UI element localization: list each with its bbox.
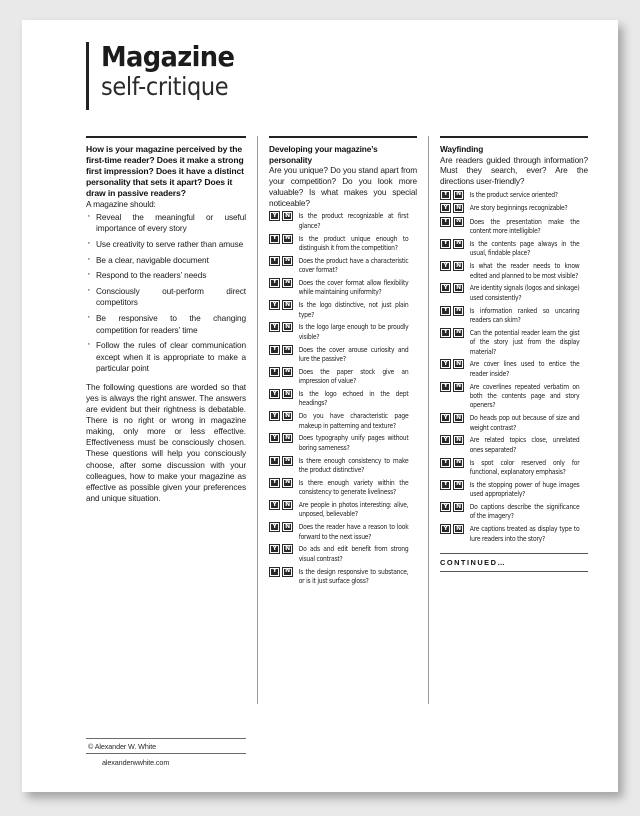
yes-label: Y: [272, 322, 277, 330]
yes-label: Y: [272, 367, 277, 375]
question-text: Is the product service oriented?: [469, 189, 558, 199]
yes-checkbox[interactable]: [440, 359, 451, 369]
question-row[interactable]: [269, 367, 417, 386]
yes-checkbox[interactable]: [269, 456, 280, 466]
question-row[interactable]: [440, 359, 588, 378]
no-checkbox[interactable]: [453, 306, 464, 316]
yes-label: Y: [443, 217, 448, 225]
no-checkbox[interactable]: [282, 367, 293, 377]
question-row[interactable]: [440, 217, 588, 236]
no-label: N: [285, 322, 290, 330]
no-label: N: [285, 478, 290, 486]
no-checkbox[interactable]: [282, 389, 293, 399]
no-label: N: [285, 211, 290, 219]
yes-checkbox[interactable]: [440, 261, 451, 271]
yes-label: Y: [272, 567, 277, 575]
question-row[interactable]: [269, 433, 417, 452]
column-body: [269, 144, 417, 704]
yes-label: Y: [272, 411, 277, 419]
list-item: · Consciously out-perform direct competitors: [86, 286, 246, 309]
question-row[interactable]: [269, 567, 417, 586]
no-label: N: [285, 500, 290, 508]
yes-label: Y: [272, 500, 277, 508]
no-label: N: [285, 433, 290, 441]
no-checkbox[interactable]: [282, 256, 293, 266]
no-checkbox[interactable]: [282, 522, 293, 532]
yes-label: Y: [272, 522, 277, 530]
yes-label: Y: [443, 203, 448, 211]
yes-checkbox[interactable]: [269, 234, 280, 244]
question-text: Is the stopping power of huge images used appropriately?: [469, 479, 580, 499]
list-item: · Respond to the readers’ needs: [86, 270, 246, 282]
yes-label: Y: [272, 278, 277, 286]
question-text: Do captions describe the significance of the imagery?: [469, 502, 580, 521]
no-label: N: [285, 300, 290, 308]
question-row[interactable]: [269, 345, 417, 364]
yes-checkbox[interactable]: [269, 433, 280, 443]
yes-label: Y: [272, 433, 277, 441]
no-checkbox[interactable]: [282, 278, 293, 288]
yes-checkbox[interactable]: [269, 211, 280, 221]
question-text: Do you have characteristic page makeup in patterning and texture?: [298, 411, 409, 430]
question-text: Is the design responsive to substance, or is it just surface gloss?: [298, 566, 409, 586]
question-row[interactable]: [269, 211, 417, 230]
yes-label: Y: [443, 413, 448, 421]
section-heading: How is your magazine perceived by the first-time reader? Does it make a strong first impression? Does it have a distinct personality that sets it apart? Does it draw in passive readers?: [86, 144, 244, 198]
no-label: N: [285, 567, 290, 575]
question-text: Is the product recognizable at first glance?: [298, 211, 409, 230]
yes-label: Y: [443, 306, 448, 314]
no-label: N: [285, 522, 290, 530]
column-top-rule: [440, 136, 588, 138]
yes-checkbox[interactable]: [440, 239, 451, 249]
yes-checkbox[interactable]: [440, 413, 451, 423]
yes-label: Y: [443, 435, 448, 443]
no-label: N: [456, 283, 461, 291]
yes-checkbox[interactable]: [269, 389, 280, 399]
yes-label: Y: [443, 480, 448, 488]
no-checkbox[interactable]: [453, 203, 464, 213]
section-lead: Are readers guided through information? Must they search, ever? Are the directions user-friendly?: [440, 154, 588, 187]
no-label: N: [456, 239, 461, 247]
yes-label: Y: [443, 382, 448, 390]
question-row[interactable]: [269, 456, 417, 475]
no-checkbox[interactable]: [453, 435, 464, 445]
question-text: Are captions treated as display type to lure readers into the story?: [469, 524, 580, 543]
question-row[interactable]: [269, 278, 417, 297]
no-label: N: [285, 367, 290, 375]
no-label: N: [285, 411, 290, 419]
list-item: · Use creativity to serve rather than amuse: [86, 239, 246, 251]
yes-checkbox[interactable]: [440, 435, 451, 445]
section-lead: A magazine should:: [86, 199, 156, 209]
yes-checkbox[interactable]: [269, 500, 280, 510]
question-list: [269, 211, 417, 585]
yes-label: Y: [443, 190, 448, 198]
question-text: Does the cover arouse curiosity and lure the passive?: [298, 344, 409, 363]
yes-checkbox[interactable]: [269, 345, 280, 355]
no-checkbox[interactable]: [282, 567, 293, 577]
yes-checkbox[interactable]: [269, 478, 280, 488]
question-text: Are story beginnings recognizable?: [469, 203, 568, 213]
yes-checkbox[interactable]: [440, 458, 451, 468]
no-checkbox[interactable]: [453, 239, 464, 249]
yes-label: Y: [272, 234, 277, 242]
no-label: N: [456, 217, 461, 225]
yes-checkbox[interactable]: [440, 502, 451, 512]
no-checkbox[interactable]: [282, 322, 293, 332]
no-checkbox[interactable]: [453, 217, 464, 227]
yes-checkbox[interactable]: [440, 524, 451, 534]
yes-checkbox[interactable]: [269, 278, 280, 288]
yes-checkbox[interactable]: [269, 522, 280, 532]
question-list: [440, 190, 588, 543]
yes-checkbox[interactable]: [440, 283, 451, 293]
page-footer: [86, 738, 246, 767]
column-personality: [257, 136, 417, 704]
continued-block: [440, 553, 588, 572]
copyright-text: © Alexander W. White: [88, 742, 157, 751]
section-heading: Developing your magazine’s personality: [269, 144, 378, 165]
no-label: N: [285, 256, 290, 264]
no-label: N: [456, 328, 461, 336]
yes-label: Y: [443, 239, 448, 247]
column-perception: [86, 136, 246, 704]
no-label: N: [456, 382, 461, 390]
question-row[interactable]: [440, 261, 588, 280]
no-checkbox[interactable]: [282, 300, 293, 310]
question-text: Does the product have a characteristic cover format?: [298, 255, 409, 275]
question-text: Are coverlines repeated verbatim on both the contents page and story openers?: [469, 381, 580, 410]
question-row[interactable]: [440, 502, 588, 521]
yes-checkbox[interactable]: [269, 322, 280, 332]
no-label: N: [285, 345, 290, 353]
list-item: · Reveal the meaningful or useful importance of every story: [86, 212, 246, 235]
bullet-list: [86, 212, 246, 375]
question-row[interactable]: [440, 435, 588, 454]
question-row[interactable]: [440, 524, 588, 543]
yes-checkbox[interactable]: [440, 328, 451, 338]
question-row[interactable]: [269, 500, 417, 519]
question-row[interactable]: [440, 203, 588, 213]
column-wayfinding: [428, 136, 588, 704]
section-lead: Are you unique? Do you stand apart from your competition? Do you look more valuable? Is what makes you special noticeable?: [269, 165, 417, 208]
yes-checkbox[interactable]: [269, 300, 280, 310]
yes-label: Y: [272, 300, 277, 308]
yes-label: Y: [443, 458, 448, 466]
question-text: Are related topics close, unrelated ones separated?: [469, 435, 580, 454]
no-label: N: [285, 389, 290, 397]
masthead: [86, 42, 246, 110]
continued-rule-bottom: [440, 571, 588, 572]
masthead-subtitle: self-critique: [101, 72, 229, 101]
question-row[interactable]: [440, 283, 588, 302]
question-row[interactable]: [269, 544, 417, 563]
yes-checkbox[interactable]: [440, 190, 451, 200]
masthead-title: Magazine: [101, 40, 235, 73]
question-text: Does the paper stock give an impression of value?: [298, 366, 409, 386]
yes-label: Y: [443, 524, 448, 532]
column-top-rule: [86, 136, 246, 138]
yes-checkbox[interactable]: [440, 203, 451, 213]
yes-label: Y: [272, 345, 277, 353]
question-text: Is the logo echoed in the dept headings?: [298, 389, 409, 408]
question-text: Are identity signals (logos and sinkage) used consistently?: [469, 283, 580, 302]
yes-checkbox[interactable]: [269, 544, 280, 554]
question-row[interactable]: [269, 522, 417, 541]
question-row[interactable]: [440, 306, 588, 325]
no-label: N: [456, 261, 461, 269]
yes-checkbox[interactable]: [269, 567, 280, 577]
question-row[interactable]: [269, 322, 417, 341]
question-text: Can the potential reader learn the gist of the story just from the display material?: [469, 327, 580, 356]
question-row[interactable]: [269, 478, 417, 497]
column-body: [440, 144, 588, 704]
no-checkbox[interactable]: [282, 500, 293, 510]
column-grid: [86, 136, 591, 704]
no-checkbox[interactable]: [453, 359, 464, 369]
no-label: N: [456, 190, 461, 198]
yes-checkbox[interactable]: [269, 367, 280, 377]
question-row[interactable]: [269, 389, 417, 408]
question-text: Is spot color reserved only for functional, explanatory emphasis?: [469, 457, 580, 477]
question-text: Are cover lines used to entice the reader inside?: [469, 359, 580, 378]
question-text: Is the logo distinctive, not just plain type?: [298, 300, 409, 319]
no-checkbox[interactable]: [453, 458, 464, 468]
no-checkbox[interactable]: [282, 433, 293, 443]
question-text: Is there enough variety within the consistency to generate liveliness?: [298, 477, 409, 497]
yes-label: Y: [272, 256, 277, 264]
question-row[interactable]: [269, 234, 417, 253]
no-label: N: [456, 524, 461, 532]
question-row[interactable]: [269, 411, 417, 430]
no-label: N: [456, 480, 461, 488]
no-checkbox[interactable]: [282, 211, 293, 221]
question-text: Do heads pop out because of size and weight contrast?: [469, 413, 580, 432]
yes-label: Y: [272, 211, 277, 219]
yes-label: Y: [443, 502, 448, 510]
column-body: [86, 144, 246, 704]
no-checkbox[interactable]: [282, 234, 293, 244]
yes-label: Y: [272, 389, 277, 397]
question-row[interactable]: [440, 480, 588, 499]
no-label: N: [456, 458, 461, 466]
yes-checkbox[interactable]: [440, 306, 451, 316]
no-label: N: [285, 456, 290, 464]
no-checkbox[interactable]: [282, 478, 293, 488]
continued-label: CONTINUED…: [440, 558, 507, 568]
question-text: Is the logo large enough to be proudly visible?: [298, 322, 409, 341]
yes-label: Y: [272, 456, 277, 464]
question-text: Is the product unique enough to distinguish it from the competition?: [298, 233, 409, 252]
question-row[interactable]: [440, 239, 588, 258]
yes-checkbox[interactable]: [269, 256, 280, 266]
no-label: N: [456, 203, 461, 211]
yes-checkbox[interactable]: [269, 411, 280, 421]
no-checkbox[interactable]: [453, 283, 464, 293]
question-text: Is what the reader needs to know edited and planned to be most visible?: [469, 261, 580, 280]
yes-label: Y: [272, 478, 277, 486]
yes-checkbox[interactable]: [440, 217, 451, 227]
question-text: Is the contents page always in the usual, findable place?: [469, 238, 580, 258]
section-heading: Wayfinding: [440, 144, 484, 154]
yes-label: Y: [443, 261, 448, 269]
question-text: Does the reader have a reason to look forward to the next issue?: [298, 522, 409, 541]
yes-label: Y: [443, 359, 448, 367]
no-label: N: [456, 502, 461, 510]
no-label: N: [456, 359, 461, 367]
no-label: N: [285, 278, 290, 286]
question-row[interactable]: [440, 382, 588, 410]
no-checkbox[interactable]: [453, 382, 464, 392]
no-checkbox[interactable]: [453, 524, 464, 534]
question-row[interactable]: [440, 413, 588, 432]
question-row[interactable]: [440, 190, 588, 200]
yes-checkbox[interactable]: [440, 382, 451, 392]
no-label: N: [285, 544, 290, 552]
question-row[interactable]: [269, 300, 417, 319]
document-page: [22, 20, 618, 792]
no-checkbox[interactable]: [282, 544, 293, 554]
no-checkbox[interactable]: [453, 190, 464, 200]
no-checkbox[interactable]: [282, 456, 293, 466]
question-row[interactable]: [440, 328, 588, 356]
question-text: Are people in photos interesting: alive, unposed, believable?: [298, 500, 409, 519]
yes-label: Y: [272, 544, 277, 552]
list-item: · Be a clear, navigable document: [86, 255, 246, 267]
question-text: Do ads and edit benefit from strong visual contrast?: [298, 544, 409, 563]
no-label: N: [456, 413, 461, 421]
no-checkbox[interactable]: [282, 345, 293, 355]
yes-checkbox[interactable]: [440, 480, 451, 490]
list-item: · Follow the rules of clear communication except when it is appropriate to make a particular point: [86, 340, 246, 375]
question-row[interactable]: [440, 458, 588, 477]
question-row[interactable]: [269, 256, 417, 275]
no-label: N: [285, 234, 290, 242]
no-checkbox[interactable]: [453, 328, 464, 338]
question-text: Is there enough consistency to make the product distinctive?: [298, 455, 409, 475]
no-checkbox[interactable]: [453, 413, 464, 423]
list-item: · Be responsive to the changing competition for readers’ time: [86, 313, 246, 336]
yes-label: Y: [443, 328, 448, 336]
website-text: alexanderwwhite.com: [102, 758, 170, 767]
section-paragraph: The following questions are worded so that yes is always the right answer. The answers are evident but their rightness is debatable. There is no right or wrong in magazine making, only more or less effective. Effectiveness must be consciously chosen. These questions will help you consciously choose, after some discussion with your colleagues, how to make your magazine as effective as possible given your preferences and unique situation.: [86, 381, 246, 503]
column-top-rule: [269, 136, 417, 138]
question-text: Does typography unify pages without boring sameness?: [298, 433, 409, 452]
question-text: Is information ranked so uncaring readers can skim?: [469, 305, 580, 324]
no-checkbox[interactable]: [453, 502, 464, 512]
yes-label: Y: [443, 283, 448, 291]
question-text: Does the presentation make the content more intelligible?: [469, 216, 580, 236]
no-checkbox[interactable]: [453, 261, 464, 271]
no-checkbox[interactable]: [453, 480, 464, 490]
no-checkbox[interactable]: [282, 411, 293, 421]
question-text: Does the cover format allow flexibility while maintaining uniformity?: [298, 277, 409, 297]
no-label: N: [456, 435, 461, 443]
no-label: N: [456, 306, 461, 314]
